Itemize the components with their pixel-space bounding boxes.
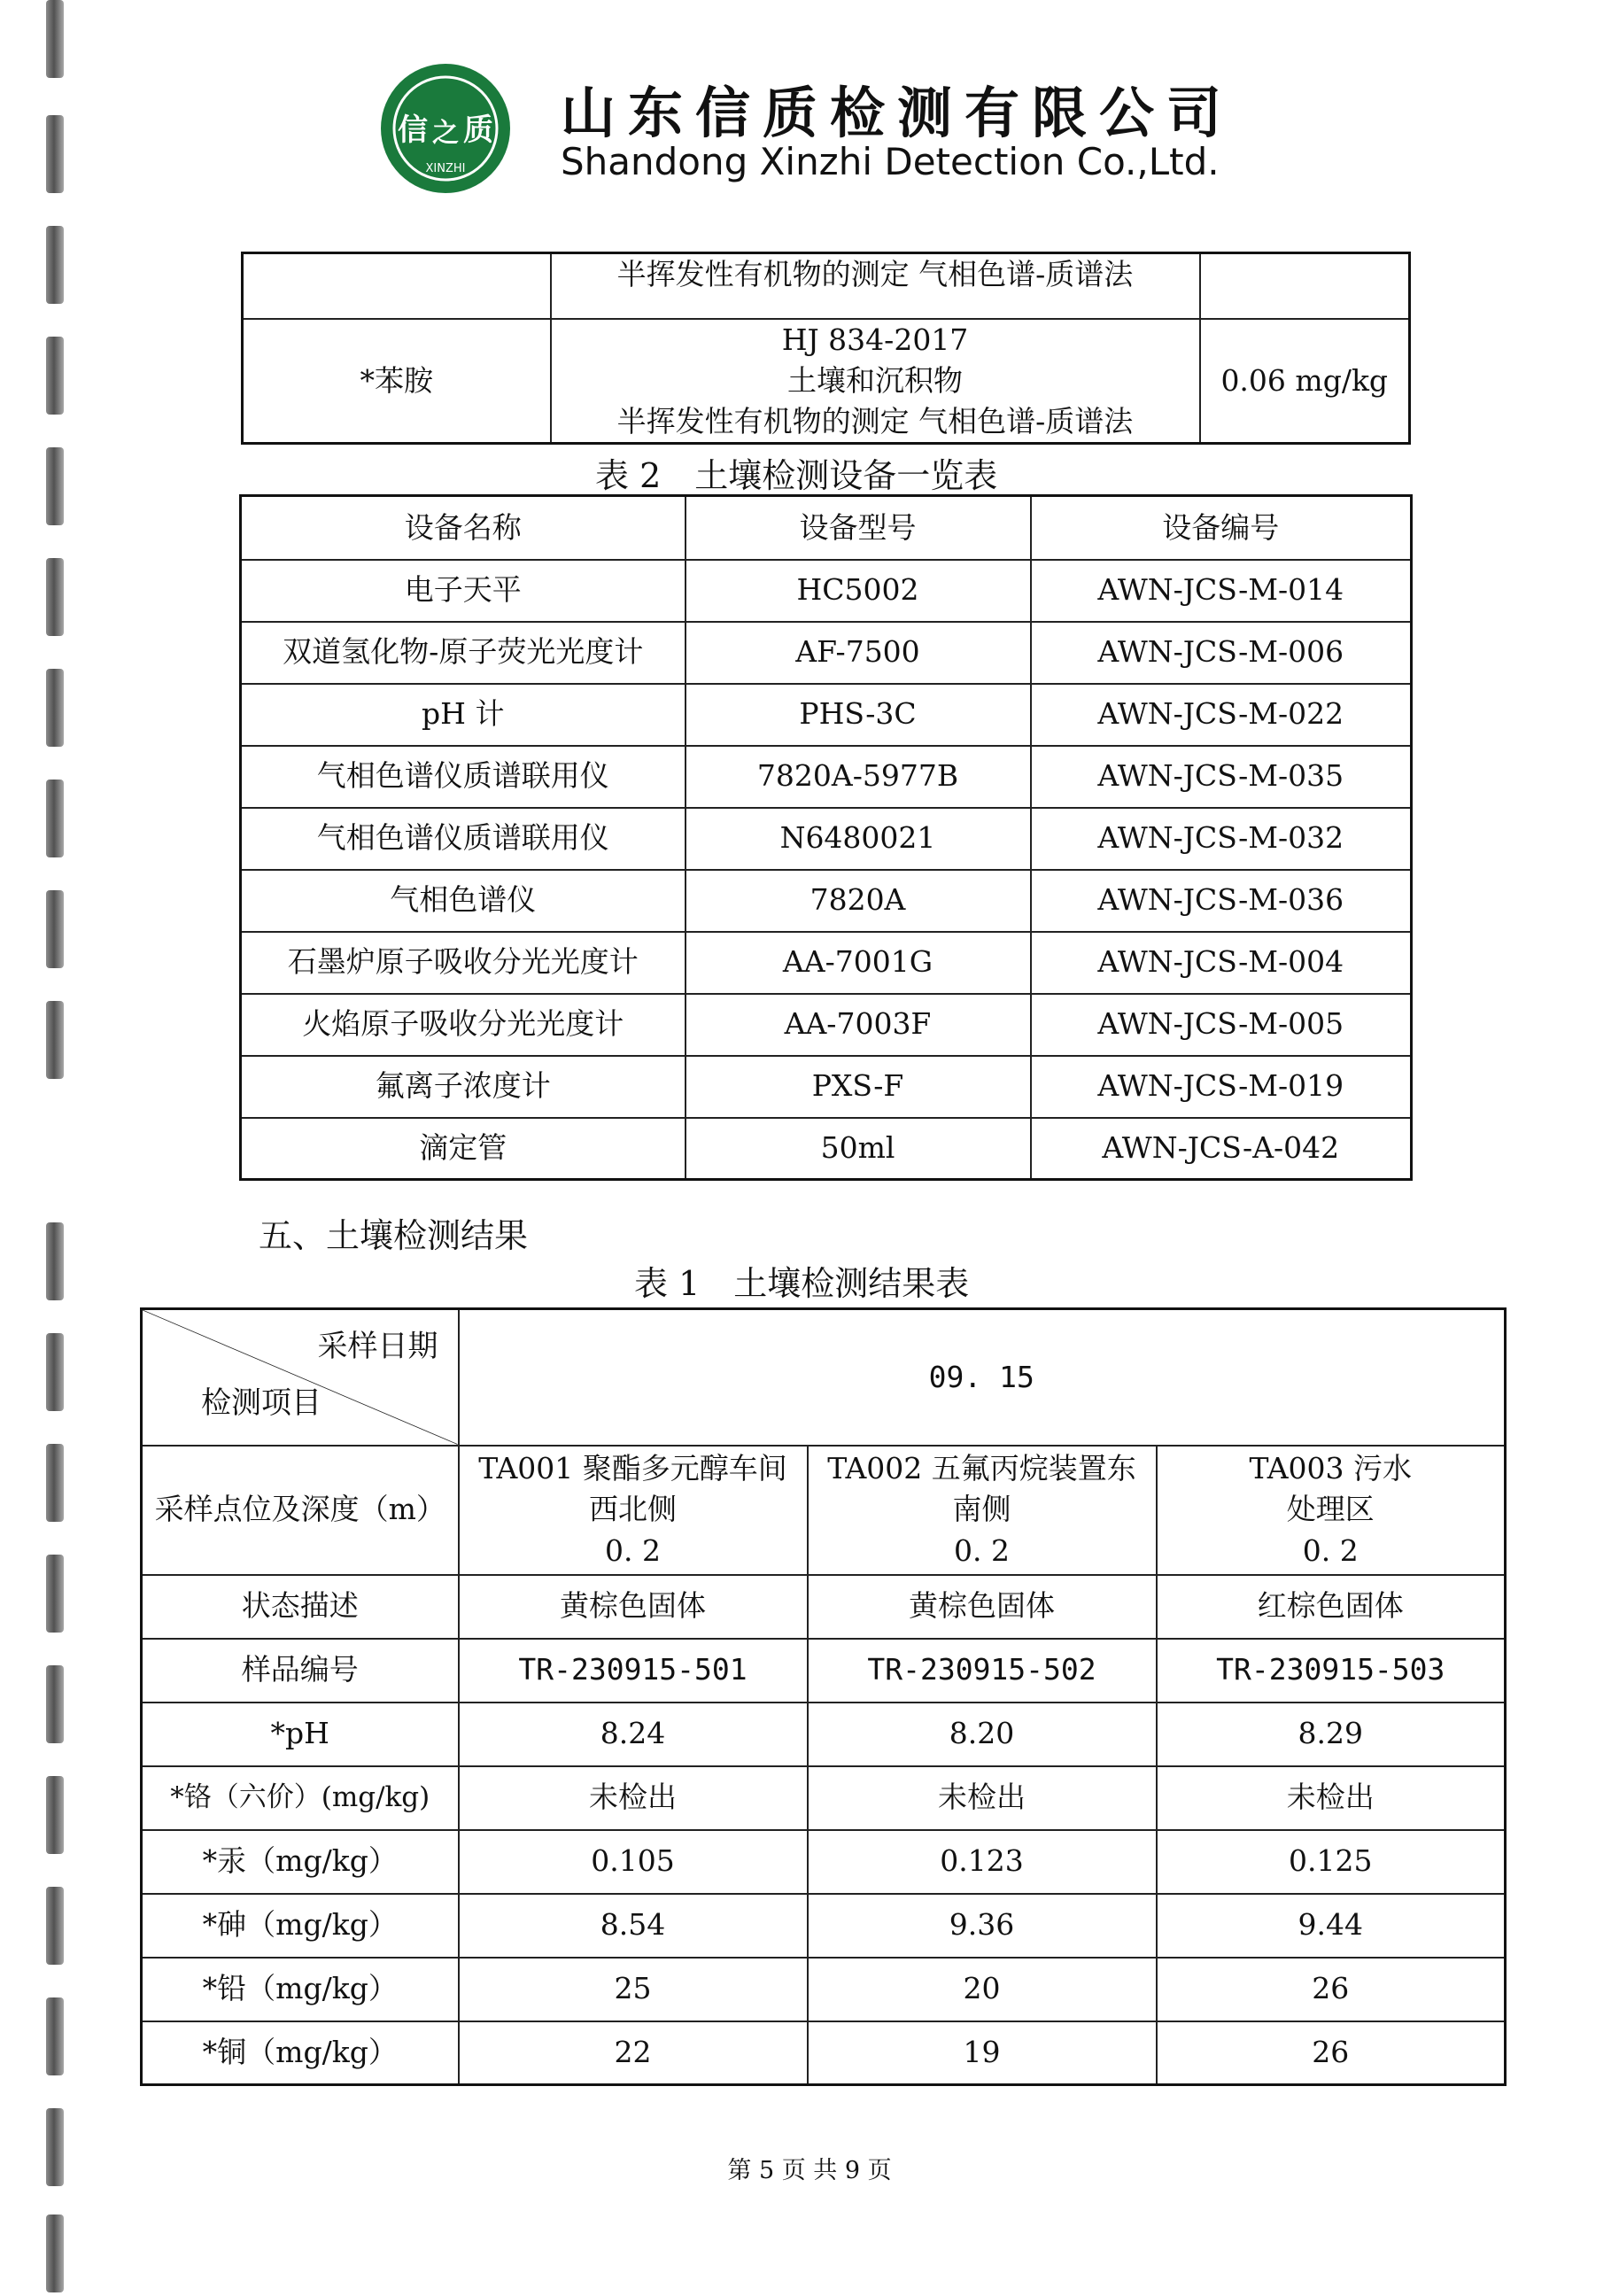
equipment-name: 氟离子浓度计 — [241, 1056, 686, 1118]
result-value: 红棕色固体 — [1157, 1575, 1506, 1639]
method-standard-cell — [551, 319, 1200, 444]
table-row — [142, 1639, 1506, 1703]
binding-hole — [46, 337, 64, 415]
result-value: 8.29 — [1157, 1703, 1506, 1766]
result-value: 26 — [1157, 1958, 1506, 2021]
equipment-id: AWN-JCS-M-035 — [1031, 746, 1412, 808]
location-line: TA002 五氟丙烷装置东 — [827, 1451, 1136, 1486]
equipment-model: N6480021 — [686, 808, 1031, 870]
method-standard-matrix: 土壤和沉积物 — [787, 362, 963, 398]
location-line: 南侧 — [952, 1492, 1011, 1527]
binding-hole — [46, 1001, 64, 1079]
equipment-name: 气相色谱仪质谱联用仪 — [241, 746, 686, 808]
binding-hole — [46, 558, 64, 636]
table-row — [142, 1446, 1506, 1575]
location-line: 西北侧 — [589, 1492, 677, 1527]
logo-char-right: 质 — [463, 112, 493, 148]
result-value: 未检出 — [808, 1766, 1157, 1830]
method-standard-code: HJ 834-2017 — [781, 322, 969, 357]
location-line: TA001 聚酯多元醇车间 — [478, 1451, 787, 1486]
equipment-name: 气相色谱仪 — [241, 870, 686, 932]
equipment-model: PXS-F — [686, 1056, 1031, 1118]
location-line: TA003 污水 — [1249, 1451, 1413, 1486]
diagonal-header-cell — [142, 1309, 459, 1446]
row-label: *铬（六价）(mg/kg) — [142, 1766, 459, 1830]
location-depth: 0. 2 — [1302, 1532, 1359, 1568]
sample-id: TR-230915-502 — [808, 1639, 1157, 1703]
method-limit-cell — [1200, 253, 1410, 319]
equipment-id: AWN-JCS-M-036 — [1031, 870, 1412, 932]
method-standard-cell: 半挥发性有机物的测定 气相色谱-质谱法 — [551, 253, 1200, 319]
company-logo — [379, 62, 512, 195]
result-value: 9.36 — [808, 1894, 1157, 1958]
equipment-table — [239, 494, 1413, 1181]
binding-hole — [46, 115, 64, 193]
table-row — [243, 253, 1410, 319]
location-cell — [1157, 1446, 1506, 1575]
table-row — [241, 870, 1412, 932]
result-value: 黄棕色固体 — [808, 1575, 1157, 1639]
equipment-id: AWN-JCS-M-014 — [1031, 560, 1412, 622]
result-value: 未检出 — [1157, 1766, 1506, 1830]
row-label: *铅（mg/kg） — [142, 1958, 459, 2021]
row-label: *汞（mg/kg） — [142, 1830, 459, 1894]
equipment-name: 石墨炉原子吸收分光光度计 — [241, 932, 686, 994]
result-value: 8.24 — [459, 1703, 808, 1766]
table-header-row — [241, 496, 1412, 560]
binding-hole — [46, 1444, 64, 1522]
binding-hole — [46, 1222, 64, 1300]
method-table — [241, 252, 1411, 445]
binding-hole — [46, 1333, 64, 1411]
binding-holes — [46, 0, 73, 2296]
equipment-id: AWN-JCS-M-004 — [1031, 932, 1412, 994]
logo-char-left: 信 — [398, 112, 428, 148]
logo-char-mid: 之 — [432, 118, 459, 149]
location-cell — [459, 1446, 808, 1575]
method-standard-title: 半挥发性有机物的测定 气相色谱-质谱法 — [616, 403, 1134, 438]
equipment-table-caption: 表 2 土壤检测设备一览表 — [595, 456, 998, 495]
column-header: 设备编号 — [1031, 496, 1412, 560]
table-row — [241, 746, 1412, 808]
equipment-id: AWN-JCS-M-005 — [1031, 994, 1412, 1056]
result-value: 19 — [808, 2021, 1157, 2085]
column-header: 设备型号 — [686, 496, 1031, 560]
binding-hole — [46, 1776, 64, 1854]
page-number: 第 5 页 共 9 页 — [727, 2157, 892, 2184]
result-value: 25 — [459, 1958, 808, 2021]
table-row — [142, 1703, 1506, 1766]
result-value: 0.105 — [459, 1830, 808, 1894]
binding-hole — [46, 890, 64, 968]
binding-hole — [46, 1665, 64, 1743]
equipment-model: AA-7003F — [686, 994, 1031, 1056]
equipment-model: 50ml — [686, 1118, 1031, 1180]
result-value: 9.44 — [1157, 1894, 1506, 1958]
table-row — [243, 319, 1410, 444]
table-row — [142, 2021, 1506, 2085]
table-row — [241, 994, 1412, 1056]
table-row — [241, 1118, 1412, 1180]
logo-subtext: XINZHI — [425, 162, 466, 175]
binding-hole — [46, 669, 64, 747]
equipment-name: 双道氢化物-原子荧光光度计 — [241, 622, 686, 684]
equipment-model: 7820A — [686, 870, 1031, 932]
location-line: 处理区 — [1286, 1492, 1375, 1527]
row-label: 采样点位及深度（m） — [142, 1446, 459, 1575]
equipment-model: PHS-3C — [686, 684, 1031, 746]
binding-hole — [46, 780, 64, 857]
test-item-label: 检测项目 — [201, 1385, 321, 1421]
table-row — [142, 1766, 1506, 1830]
location-depth: 0. 2 — [954, 1532, 1010, 1568]
row-label: *砷（mg/kg） — [142, 1894, 459, 1958]
result-table-caption: 表 1 土壤检测结果表 — [634, 1264, 970, 1303]
equipment-name: 火焰原子吸收分光光度计 — [241, 994, 686, 1056]
sample-id: TR-230915-503 — [1157, 1639, 1506, 1703]
table-row — [142, 1958, 1506, 2021]
equipment-id: AWN-JCS-M-019 — [1031, 1056, 1412, 1118]
binding-hole — [46, 226, 64, 304]
result-value: 22 — [459, 2021, 808, 2085]
equipment-name: 滴定管 — [241, 1118, 686, 1180]
result-value: 20 — [808, 1958, 1157, 2021]
section-title: 五、土壤检测结果 — [259, 1216, 529, 1255]
table-row — [241, 932, 1412, 994]
table-row — [142, 1830, 1506, 1894]
row-label: 样品编号 — [142, 1639, 459, 1703]
method-item-cell: *苯胺 — [243, 319, 551, 444]
result-table — [140, 1307, 1507, 2086]
equipment-model: 7820A-5977B — [686, 746, 1031, 808]
location-depth: 0. 2 — [605, 1532, 661, 1568]
table-row — [241, 684, 1412, 746]
equipment-name: 气相色谱仪质谱联用仪 — [241, 808, 686, 870]
table-row — [241, 560, 1412, 622]
binding-hole — [46, 447, 64, 525]
result-value: 0.125 — [1157, 1830, 1506, 1894]
table-row — [241, 808, 1412, 870]
result-value: 26 — [1157, 2021, 1506, 2085]
result-value: 8.20 — [808, 1703, 1157, 1766]
table-row — [241, 1056, 1412, 1118]
equipment-id: AWN-JCS-A-042 — [1031, 1118, 1412, 1180]
method-item-cell — [243, 253, 551, 319]
binding-hole — [46, 1555, 64, 1633]
table-row — [241, 622, 1412, 684]
binding-hole — [46, 0, 64, 78]
binding-hole — [46, 1997, 64, 2075]
equipment-model: HC5002 — [686, 560, 1031, 622]
column-header: 设备名称 — [241, 496, 686, 560]
sample-id: TR-230915-501 — [459, 1639, 808, 1703]
equipment-name: pH 计 — [241, 684, 686, 746]
sampling-date-value: 09. 15 — [459, 1309, 1506, 1446]
table-header-row — [142, 1309, 1506, 1446]
equipment-id: AWN-JCS-M-022 — [1031, 684, 1412, 746]
equipment-model: AA-7001G — [686, 932, 1031, 994]
sampling-date-label: 采样日期 — [317, 1329, 438, 1364]
letterhead — [379, 62, 1235, 204]
company-name-cn: 山东信质检测有限公司 — [561, 81, 1235, 145]
equipment-model: AF-7500 — [686, 622, 1031, 684]
result-value: 未检出 — [459, 1766, 808, 1830]
table-row — [142, 1894, 1506, 1958]
result-value: 8.54 — [459, 1894, 808, 1958]
equipment-id: AWN-JCS-M-032 — [1031, 808, 1412, 870]
equipment-id: AWN-JCS-M-006 — [1031, 622, 1412, 684]
row-label: 状态描述 — [142, 1575, 459, 1639]
company-name-en: Shandong Xinzhi Detection Co.,Ltd. — [561, 140, 1220, 183]
result-value: 0.123 — [808, 1830, 1157, 1894]
result-value: 黄棕色固体 — [459, 1575, 808, 1639]
row-label: *pH — [142, 1703, 459, 1766]
binding-hole — [46, 2215, 64, 2292]
method-limit-cell: 0.06 mg/kg — [1200, 319, 1410, 444]
equipment-name: 电子天平 — [241, 560, 686, 622]
table-row — [142, 1575, 1506, 1639]
binding-hole — [46, 1887, 64, 1965]
location-cell — [808, 1446, 1157, 1575]
row-label: *铜（mg/kg） — [142, 2021, 459, 2085]
